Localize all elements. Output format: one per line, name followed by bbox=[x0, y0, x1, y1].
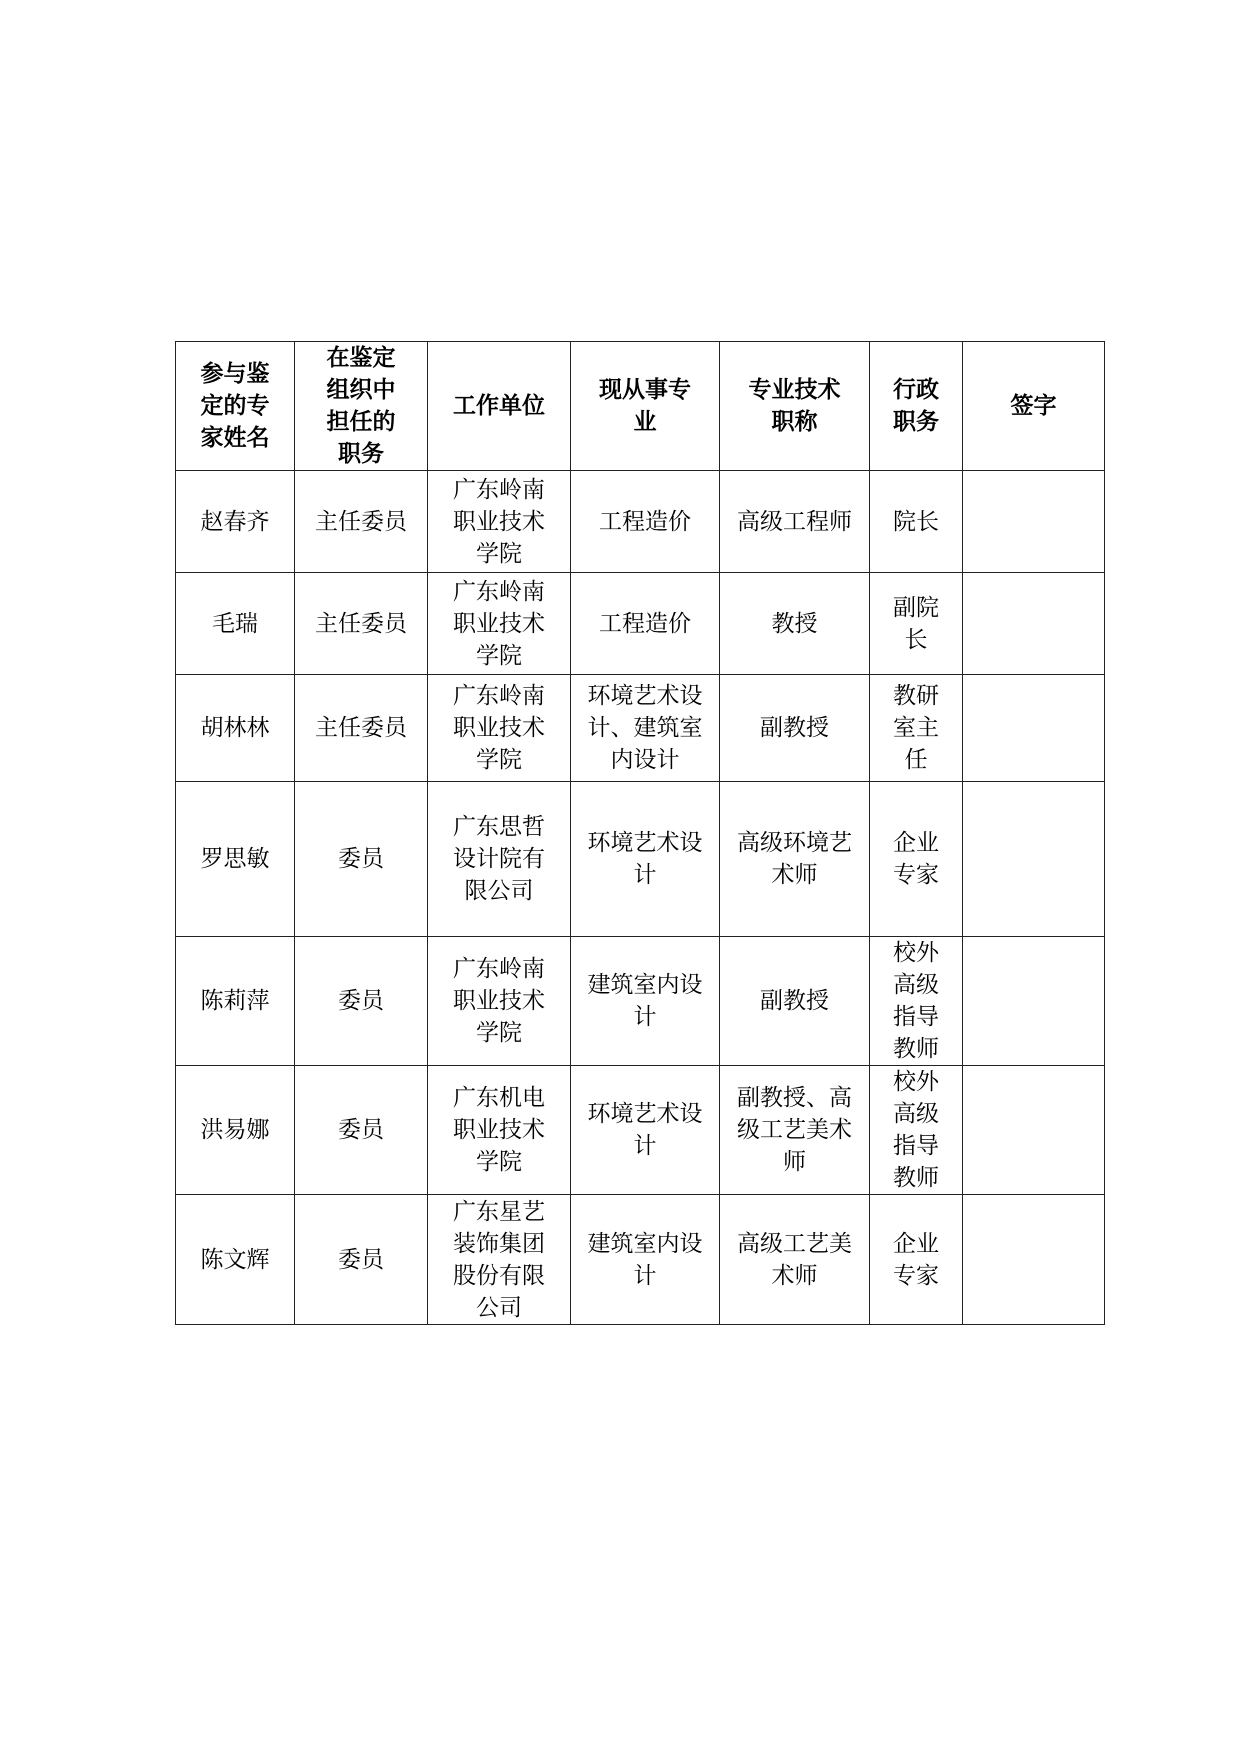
expert-name: 赵春齐 bbox=[176, 471, 295, 573]
header-current-major: 现从事专业 bbox=[571, 342, 720, 471]
admin-position: 校外高级指导教师 bbox=[870, 937, 963, 1066]
current-major: 建筑室内设计 bbox=[571, 937, 720, 1066]
header-committee-role: 在鉴定组织中担任的职务 bbox=[295, 342, 428, 471]
signature-cell[interactable] bbox=[963, 782, 1105, 937]
current-major: 建筑室内设计 bbox=[571, 1195, 720, 1325]
work-unit: 广东思哲设计院有限公司 bbox=[428, 782, 571, 937]
committee-role: 委员 bbox=[295, 1066, 428, 1195]
header-admin-position: 行政职务 bbox=[870, 342, 963, 471]
expert-name: 陈文辉 bbox=[176, 1195, 295, 1325]
committee-role: 主任委员 bbox=[295, 471, 428, 573]
table-row bbox=[176, 573, 1105, 675]
technical-title: 副教授 bbox=[720, 937, 870, 1066]
committee-role: 主任委员 bbox=[295, 573, 428, 675]
work-unit: 广东岭南职业技术学院 bbox=[428, 675, 571, 782]
signature-cell[interactable] bbox=[963, 1066, 1105, 1195]
current-major: 工程造价 bbox=[571, 573, 720, 675]
current-major: 环境艺术设计 bbox=[571, 1066, 720, 1195]
table-header-row bbox=[176, 342, 1105, 471]
committee-role: 委员 bbox=[295, 1195, 428, 1325]
header-expert-name: 参与鉴定的专家姓名 bbox=[176, 342, 295, 471]
table-row bbox=[176, 1066, 1105, 1195]
current-major: 工程造价 bbox=[571, 471, 720, 573]
work-unit: 广东机电职业技术学院 bbox=[428, 1066, 571, 1195]
signature-cell[interactable] bbox=[963, 1195, 1105, 1325]
admin-position: 企业专家 bbox=[870, 782, 963, 937]
admin-position: 副院长 bbox=[870, 573, 963, 675]
work-unit: 广东岭南职业技术学院 bbox=[428, 937, 571, 1066]
admin-position: 教研室主任 bbox=[870, 675, 963, 782]
admin-position: 院长 bbox=[870, 471, 963, 573]
table-row bbox=[176, 675, 1105, 782]
technical-title: 高级工程师 bbox=[720, 471, 870, 573]
admin-position: 企业专家 bbox=[870, 1195, 963, 1325]
expert-name: 胡林林 bbox=[176, 675, 295, 782]
technical-title: 高级环境艺术师 bbox=[720, 782, 870, 937]
current-major: 环境艺术设计 bbox=[571, 782, 720, 937]
work-unit: 广东岭南职业技术学院 bbox=[428, 573, 571, 675]
signature-cell[interactable] bbox=[963, 937, 1105, 1066]
technical-title: 高级工艺美术师 bbox=[720, 1195, 870, 1325]
technical-title: 教授 bbox=[720, 573, 870, 675]
expert-name: 洪易娜 bbox=[176, 1066, 295, 1195]
signature-cell[interactable] bbox=[963, 573, 1105, 675]
technical-title: 副教授 bbox=[720, 675, 870, 782]
table-row bbox=[176, 782, 1105, 937]
work-unit: 广东岭南职业技术学院 bbox=[428, 471, 571, 573]
admin-position: 校外高级指导教师 bbox=[870, 1066, 963, 1195]
table-row bbox=[176, 937, 1105, 1066]
committee-role: 主任委员 bbox=[295, 675, 428, 782]
table-row bbox=[176, 1195, 1105, 1325]
signature-cell[interactable] bbox=[963, 471, 1105, 573]
work-unit: 广东星艺装饰集团股份有限公司 bbox=[428, 1195, 571, 1325]
technical-title: 副教授、高级工艺美术师 bbox=[720, 1066, 870, 1195]
expert-name: 陈莉萍 bbox=[176, 937, 295, 1066]
expert-table bbox=[175, 341, 1105, 1325]
header-signature: 签字 bbox=[963, 342, 1105, 471]
committee-role: 委员 bbox=[295, 782, 428, 937]
current-major: 环境艺术设计、建筑室内设计 bbox=[571, 675, 720, 782]
table-row bbox=[176, 471, 1105, 573]
expert-name: 罗思敏 bbox=[176, 782, 295, 937]
header-technical-title: 专业技术职称 bbox=[720, 342, 870, 471]
expert-name: 毛瑞 bbox=[176, 573, 295, 675]
committee-role: 委员 bbox=[295, 937, 428, 1066]
signature-cell[interactable] bbox=[963, 675, 1105, 782]
header-work-unit: 工作单位 bbox=[428, 342, 571, 471]
